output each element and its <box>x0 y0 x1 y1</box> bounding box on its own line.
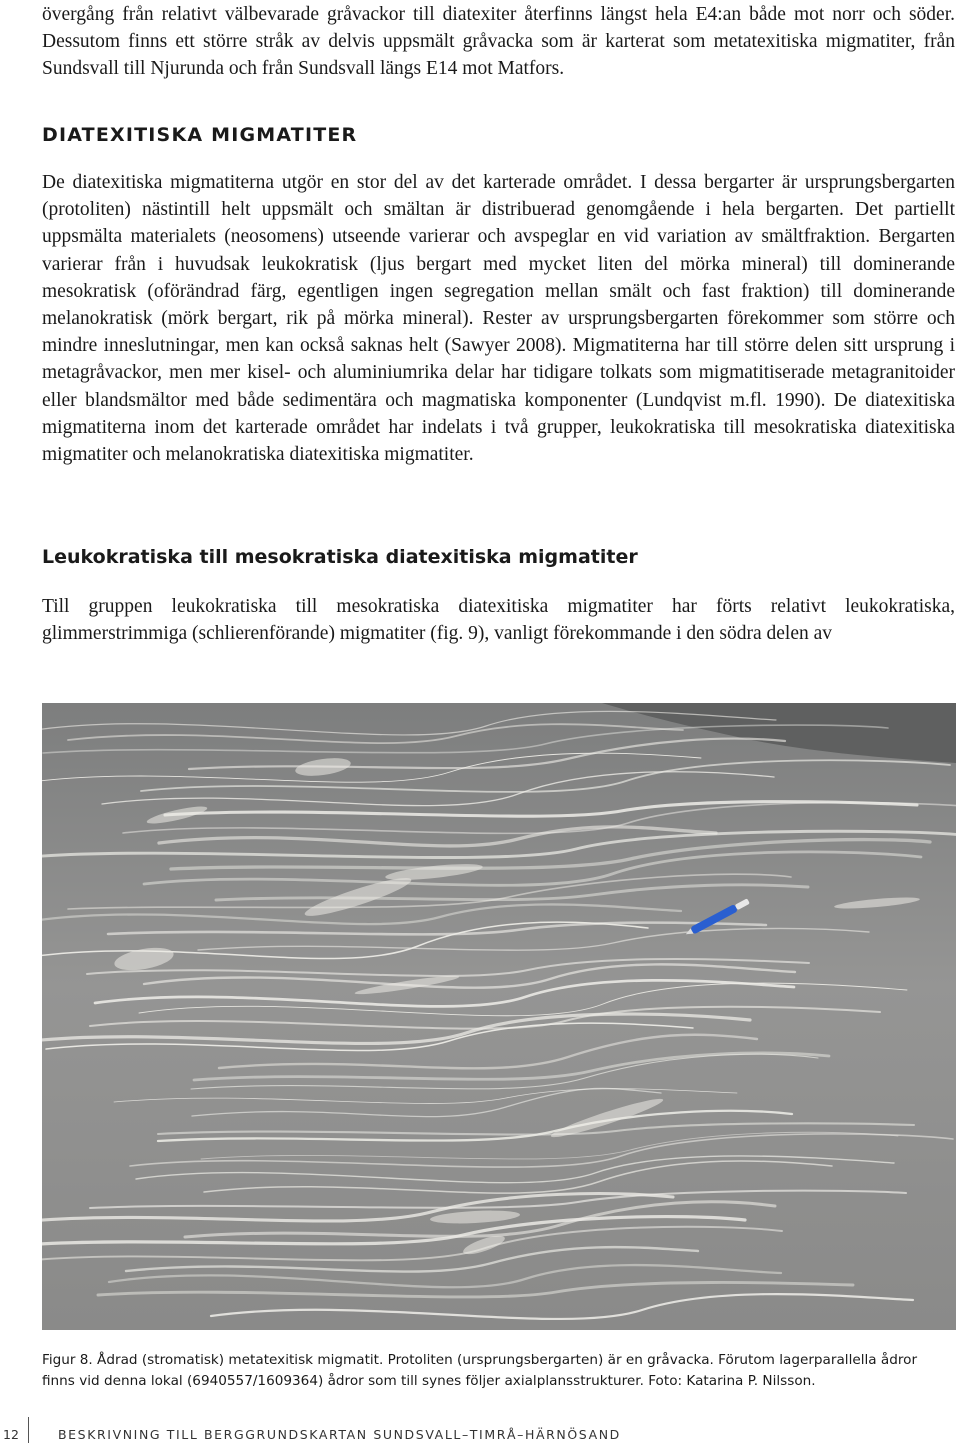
running-footer-title: BESKRIVNING TILL BERGGRUNDSKARTAN SUNDSVALL–TIMRÅ–HÄRNÖSAND <box>58 1427 621 1442</box>
figure-photo <box>42 703 956 1330</box>
migmatite-rock-photo <box>42 703 956 1330</box>
footer-divider <box>28 1417 29 1443</box>
page-number: 12 <box>3 1427 19 1442</box>
intro-paragraph: övergång från relativt välbevarade gråvackor till diatexiter återfinns längst hela E4:an både mot norr och söder. Dessutom finns ett större stråk av delvis uppsmält gråvacka som är karterat som metatexitiska migmatiter, från Sundsvall till Njurunda och från Sundsvall längs E14 mot Matfors. <box>42 4 955 80</box>
section-heading: DIATEXITISKA MIGMATITER <box>42 124 358 146</box>
page-footer <box>0 1427 960 1443</box>
figure-caption: Figur 8. Ådrad (stromatisk) metatexitisk migmatit. Protoliten (ursprungsbergarten) är en gråvacka. Förutom lagerparallella ådror finns vid denna lokal (6940557/1609364) ådror som till synes följer axialplansstrukturer. Foto: Katarina P. Nilsson. <box>42 1352 918 1389</box>
subsection-heading: Leukokratiska till mesokratiska diatexitiska migmatiter <box>42 546 638 568</box>
diatexit-paragraph: De diatexitiska migmatiterna utgör en stor del av det karterade området. I dessa bergarter är ursprungsbergarten (protoliten) nästintill helt uppsmält och smältan är distribuerad genomgående i hela bergarten. Det partiellt uppsmälta materialets (neosomens) utseende varierar och avspeglar en vid variation av smältfraktion. Bergarten varierar från i huvudsak leukokratisk (ljus bergart med mycket liten del mörka mineral) till dominerande mesokratisk (oförändrad färg, egentligen ingen segregation mellan smält och fast fraktion) till dominerande melanokratisk (mörk bergart, rik på mörka mineral). Rester av ursprungsbergarten förekommer som större och mindre inneslutningar, men kan också saknas helt (Sawyer 2008). Migmatiterna har till större delen sitt ursprung i metagråvackor, men mer kisel- och aluminiumrika delar har tidigare tolkats som migmatitiserade metagranitoider eller blandsmältor med både sedimentära och magmatiska komponenter (Lundqvist m.fl. 1990). De diatexitiska migmatiterna inom det karterade området har indelats i två grupper, leukokratiska till mesokratiska diatexitiska migmatiter och melanokratiska diatexitiska migmatiter. <box>42 172 955 466</box>
leuko-paragraph: Till gruppen leukokratiska till mesokratiska diatexitiska migmatiter har förts relativt leukokratiska, glimmerstrimmiga (schlierenförande) migmatiter (fig. 9), vanligt förekommande i den södra delen av <box>42 596 955 645</box>
